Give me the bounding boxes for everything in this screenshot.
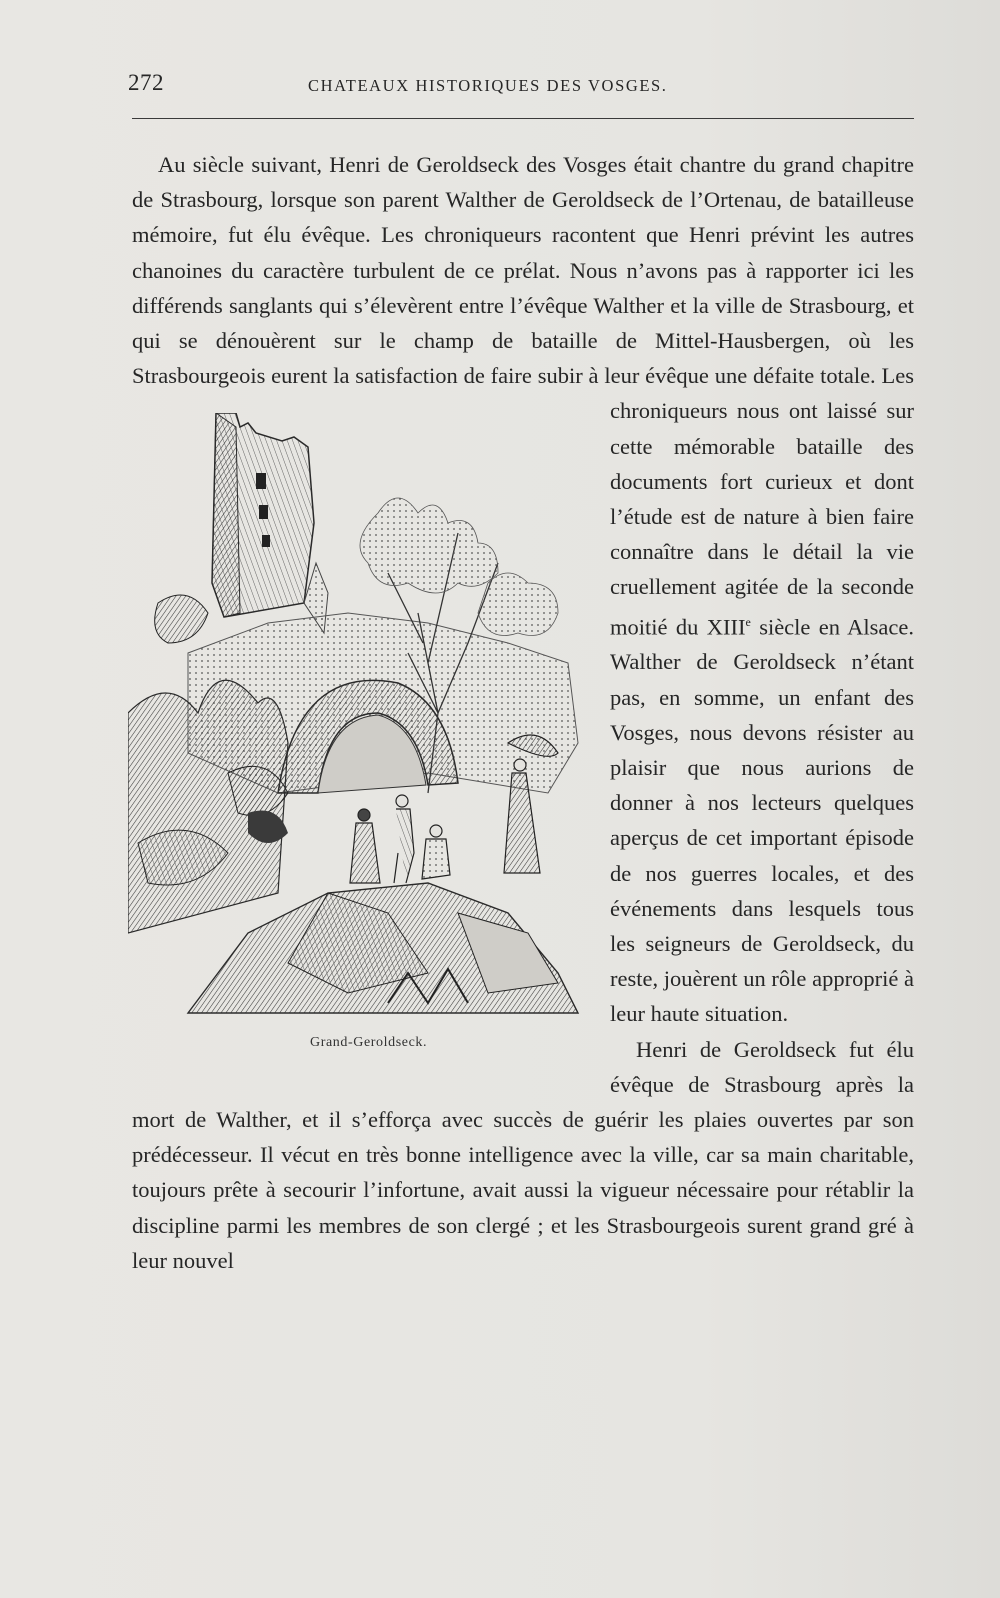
paragraph-1-beside-figure-a: à leur évêque une défaite totale. Les chroniqueurs nous ont laissé sur cette mémorable bataille des documents fort curieux et dont l’étude est de nature à bien faire connaître dans le détail la vie cruellement agitée de la seconde moitié du [588, 363, 915, 640]
running-title: CHATEAUX HISTORIQUES DES VOSGES. [308, 76, 668, 95]
engraving-ruined-castle [128, 413, 598, 1023]
page-header [128, 70, 914, 100]
paragraph-1-beside-figure-b: siècle en Alsace. Walther de Geroldseck n’étant pas, en somme, un enfant des Vosges, nous devons résister au plaisir que nous aurions de donner à nos lecteurs quelques aperçus de cet important épisode de nos guerres locales, et des événements dans lesquels tous les seigneurs de Geroldseck, du reste, jouèrent un rôle approprié à leur haute situation. [610, 614, 914, 1027]
page-number: 272 [128, 70, 164, 95]
header-rule [132, 118, 914, 119]
figure-grand-geroldseck [128, 393, 598, 1082]
rocks [188, 883, 578, 1013]
century-suffix: e [745, 614, 751, 629]
century-numeral: XIII [706, 614, 746, 640]
paragraph-2: Henri de Geroldseck fut élu évêque de Strasbourg après la mort de Walther, et il s’efforça avec succès de guérir les plaies ouvertes par son prédécesseur. Il vécut en très bonne intelligence avec la ville, car sa main charitable, toujours prête à secourir l’infortune, avait aussi la vigueur nécessaire pour rétablir la discipline parmi les membres de son clergé ; et les Strasbourgeois surent grand gré à leur nouvel [132, 1036, 914, 1273]
figure-caption: Grand-Geroldseck. [310, 1035, 428, 1051]
tower [212, 413, 328, 633]
paragraph-1 [132, 147, 915, 1051]
paragraph-1-start: Au siècle suivant, Henri de Geroldseck des Vosges était chantre du grand chapitre de Strasbourg, lorsque son parent Walther de Geroldseck de l’Ortenau, de batailleuse mémoire, fut élu évêque. Les chroniqueurs racontent que Henri prévint les autres chanoines du caractère turbulent de ce prélat. Nous n’avons pas à rapporter ici les différends sanglants qui s’élevèrent entre l’évêque Walther et la ville de Strasbourg, et qui se dénouèrent sur le champ de bataille de Mittel-Hausbergen, où les Strasbourgeois eurent la satisfaction de faire subir [132, 152, 914, 389]
body-text [132, 147, 914, 1278]
